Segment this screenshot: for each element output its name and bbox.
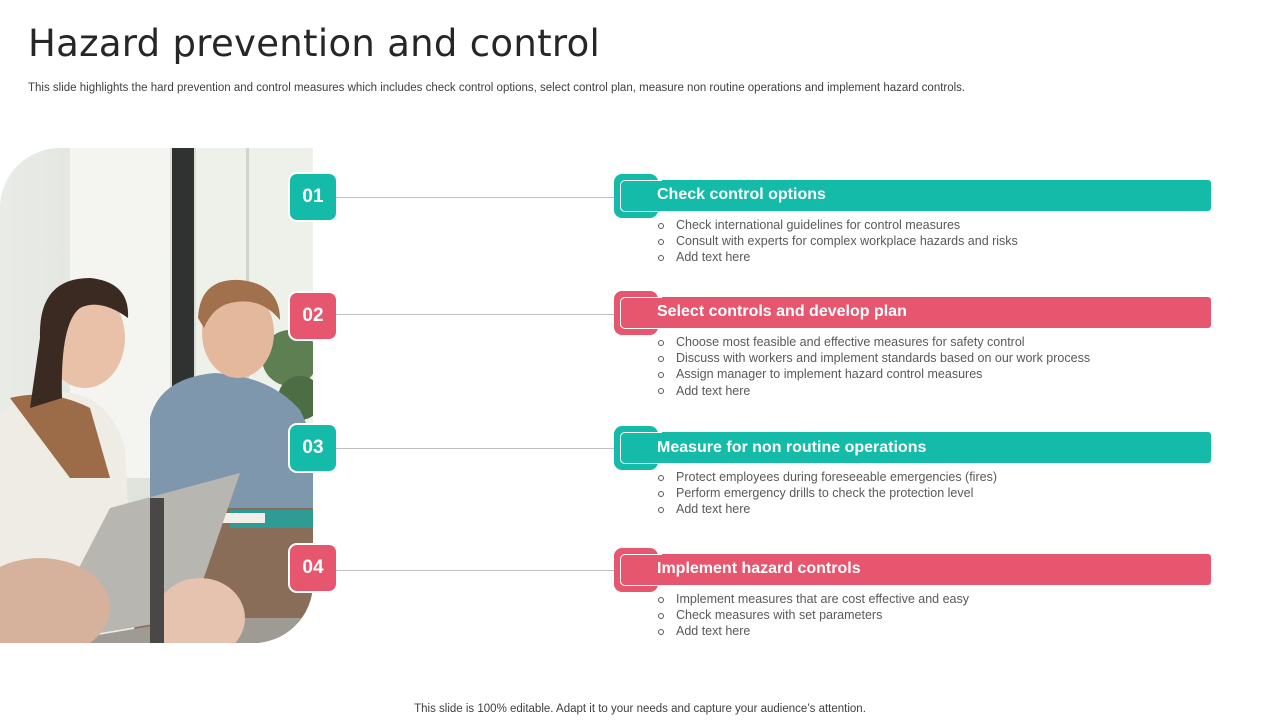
step-bullet-list xyxy=(657,591,969,640)
connector-line xyxy=(336,570,614,571)
step-bullet-list xyxy=(657,217,1018,266)
step-heading: Measure for non routine operations xyxy=(657,439,927,456)
list-item: Protect employees during foreseeable emergencies (fires) xyxy=(657,469,997,485)
list-item: Assign manager to implement hazard control measures xyxy=(657,366,1090,382)
step-heading: Implement hazard controls xyxy=(657,560,861,577)
list-item: Implement measures that are cost effective and easy xyxy=(657,591,969,607)
list-item: Add text here xyxy=(657,383,1090,399)
step-bullet-list xyxy=(657,469,997,518)
step-bullet-list xyxy=(657,334,1090,399)
step-tab-shape xyxy=(614,291,658,335)
list-item: Choose most feasible and effective measures for safety control xyxy=(657,334,1090,350)
step-number-badge: 04 xyxy=(290,545,336,591)
step-tab-shape xyxy=(614,548,658,592)
list-item: Add text here xyxy=(657,501,997,517)
list-item: Check measures with set parameters xyxy=(657,607,969,623)
footer-note: This slide is 100% editable. Adapt it to your needs and capture your audience’s attention. xyxy=(414,703,866,715)
list-item: Consult with experts for complex workplace hazards and risks xyxy=(657,233,1018,249)
connector-line xyxy=(336,197,614,198)
step-heading: Select controls and develop plan xyxy=(657,303,907,320)
step-tab-shape xyxy=(614,426,658,470)
list-item: Perform emergency drills to check the protection level xyxy=(657,485,997,501)
page-title: Hazard prevention and control xyxy=(28,22,601,65)
step-tab-shape xyxy=(614,174,658,218)
list-item: Discuss with workers and implement standards based on our work process xyxy=(657,350,1090,366)
office-team-photo xyxy=(0,148,313,643)
list-item: Check international guidelines for control measures xyxy=(657,217,1018,233)
connector-line xyxy=(336,314,614,315)
page-subtitle: This slide highlights the hard prevention and control measures which includes check control options, select control plan, measure non routine operations and implement hazard controls. xyxy=(28,82,966,94)
connector-line xyxy=(336,448,614,449)
list-item: Add text here xyxy=(657,249,1018,265)
step-number-badge: 03 xyxy=(290,425,336,471)
step-number-badge: 01 xyxy=(290,174,336,220)
step-heading: Check control options xyxy=(657,186,826,203)
step-number-badge: 02 xyxy=(290,293,336,339)
list-item: Add text here xyxy=(657,623,969,639)
